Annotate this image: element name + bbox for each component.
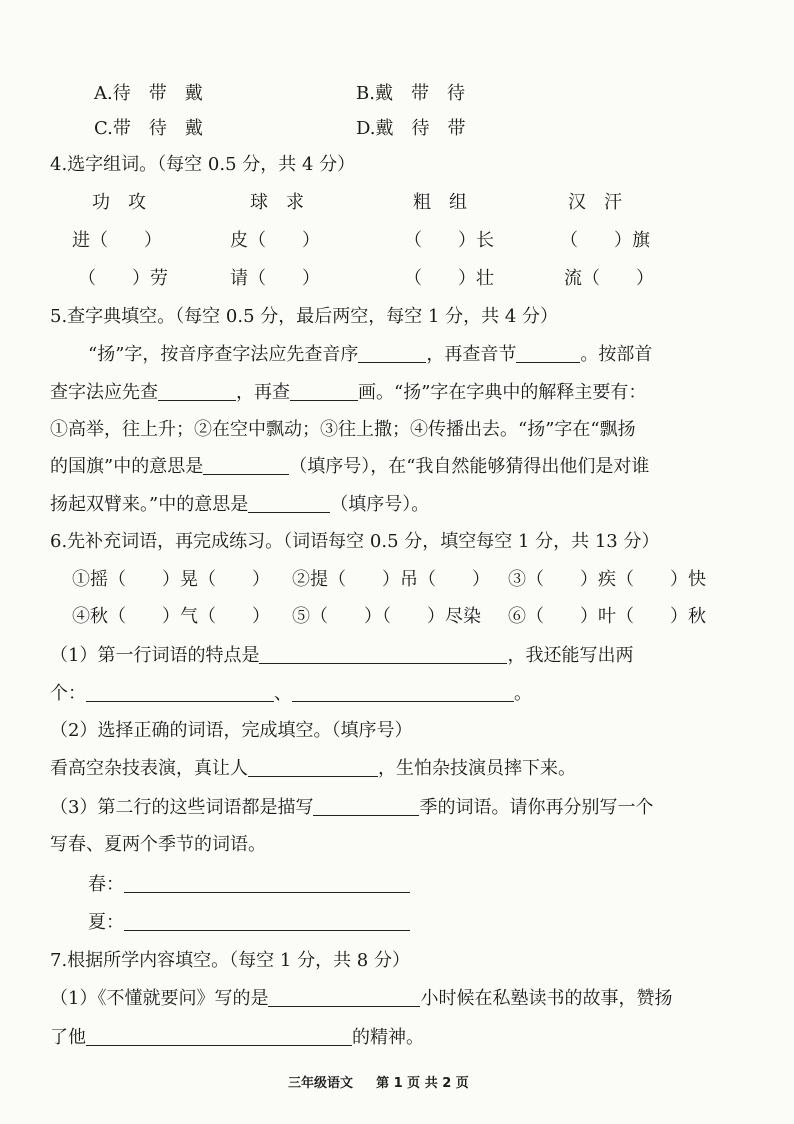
question-7-sub-1: （1）《不懂就要问》写的是 小时候在私塾读书的故事，赞扬 — [50, 988, 673, 1009]
word-blank: （ ）劳 — [78, 268, 168, 289]
option-d: D.戴 待 带 — [356, 118, 466, 139]
word-blank: 进（ ） — [72, 230, 162, 251]
question-5-line-2: 查字法应先查 ，再查 画。“扬”字在字典中的解释主要有： — [50, 382, 647, 403]
word-blank: （ ）旗 — [560, 230, 650, 251]
answer-blank[interactable] — [86, 1027, 352, 1046]
answer-blank[interactable] — [292, 683, 514, 702]
char-group-4: 汉 汗 — [568, 192, 622, 213]
question-5-line-5: 扬起双臂来。”中的意思是 （填序号）。 — [50, 494, 430, 515]
answer-blank[interactable] — [358, 344, 426, 363]
question-5-line-4: 的国旗”中的意思是 （填序号），在“我自然能够猜得出他们是对谁 — [50, 456, 650, 477]
question-7-sub-1-cont: 了他 的精神。 — [50, 1027, 424, 1048]
answer-blank[interactable] — [516, 344, 580, 363]
question-6-sub-1-cont: 个： 、 。 — [50, 683, 532, 704]
idiom-item: ③（ ）疾（ ）快 — [508, 569, 706, 590]
question-6-sub-3: （3）第二行的这些词语都是描写 季的词语。请你再分别写一个 — [50, 797, 654, 818]
word-blank: 请（ ） — [230, 268, 320, 289]
question-6-sub-2-title: （2）选择正确的词语，完成填空。（填序号） — [50, 720, 413, 741]
answer-blank[interactable] — [248, 758, 378, 777]
question-7-title: 7.根据所学内容填空。（每空 1 分，共 8 分） — [50, 950, 410, 971]
idiom-item: ④秋（ ）气（ ） — [72, 606, 270, 627]
answer-blank[interactable] — [86, 683, 274, 702]
answer-blank[interactable] — [313, 797, 419, 816]
summer-line: 夏： — [88, 912, 410, 934]
question-6-sub-1: （1）第一行词语的特点是 ，我还能写出两 — [50, 645, 634, 666]
answer-blank[interactable] — [158, 382, 236, 401]
word-blank: （ ）壮 — [404, 268, 494, 289]
page-footer — [288, 1073, 469, 1095]
question-4-title: 4.选字组词。（每空 0.5 分，共 4 分） — [50, 154, 356, 175]
idiom-item: ⑤（ ）（ ）尽染 — [292, 606, 481, 627]
answer-blank[interactable] — [124, 912, 410, 931]
answer-blank[interactable] — [203, 456, 289, 475]
answer-blank[interactable] — [124, 874, 410, 893]
char-group-2: 球 求 — [250, 192, 304, 213]
footer-subject: 三年级语文 — [288, 1076, 354, 1091]
option-c: C.带 待 戴 — [94, 118, 203, 139]
question-5-line-1: “扬”字，按音序查字法应先查音序 ，再查音节 。按部首 — [88, 344, 653, 365]
word-blank: 皮（ ） — [230, 230, 320, 251]
question-5-title: 5.查字典填空。（每空 0.5 分，最后两空，每空 1 分，共 4 分） — [50, 306, 559, 327]
answer-blank[interactable] — [290, 382, 358, 401]
footer-page-number: 第 1 页 共 2 页 — [376, 1076, 469, 1091]
idiom-item: ①摇（ ）晃（ ） — [72, 569, 270, 590]
question-6-title: 6.先补充词语，再完成练习。（词语每空 0.5 分，填空每空 1 分，共 13 分） — [50, 531, 660, 552]
question-5-line-3: ①高举，往上升；②在空中飘动；③往上撒；④传播出去。“扬”字在“飘扬 — [50, 419, 636, 440]
option-b: B.戴 带 待 — [356, 83, 465, 104]
spring-line: 春： — [88, 874, 410, 896]
question-6-sub-2: 看高空杂技表演，真让人 ，生怕杂技演员摔下来。 — [50, 758, 576, 779]
answer-blank[interactable] — [268, 988, 420, 1007]
answer-blank[interactable] — [259, 645, 507, 664]
idiom-item: ⑥（ ）叶（ ）秋 — [508, 606, 706, 627]
word-blank: 流（ ） — [564, 268, 654, 289]
idiom-item: ②提（ ）吊（ ） — [292, 569, 490, 590]
word-blank: （ ）长 — [404, 230, 494, 251]
option-a: A.待 带 戴 — [94, 83, 203, 104]
char-group-3: 粗 组 — [413, 192, 467, 213]
question-6-sub-3-cont: 写春、夏两个季节的词语。 — [50, 834, 266, 855]
char-group-1: 功 攻 — [92, 192, 146, 213]
answer-blank[interactable] — [248, 494, 330, 513]
